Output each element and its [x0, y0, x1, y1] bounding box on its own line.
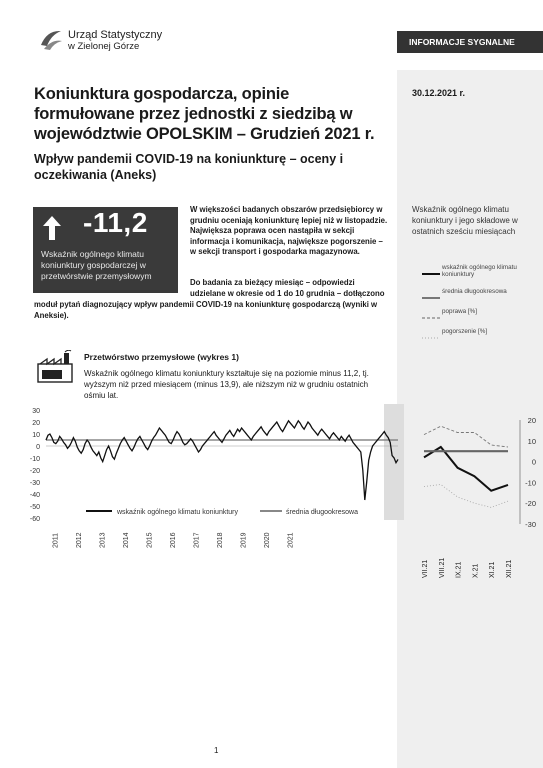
summary-paragraph-1: W większości badanych obszarów przedsiębiorcy w grudniu oceniają koniunkturę lepiej niż w listopadzie. Największa poprawa ocen nastąpiła w sekcji informacja i komunikacja, największe pogorszenie – w sekcji transport i gospodarka magazynowa. — [190, 205, 388, 257]
x-tick-label: XII.21 — [506, 559, 513, 578]
org-name-line2: w Zielonej Górze — [68, 41, 140, 52]
publication-date: 30.12.2021 r. — [412, 88, 466, 98]
summary-paragraph-3: moduł pytań diagnozujący wpływ pandemii COVID-19 na koniunkturę gospodarczą (wyniki w Aneksie). — [34, 300, 378, 320]
series-line-index — [46, 421, 398, 500]
logo — [38, 27, 64, 53]
y-tick-label: -10 — [525, 478, 536, 488]
x-tick-label: 2018 — [217, 532, 224, 548]
x-tick-label: 2016 — [170, 532, 178, 548]
y-tick-label: -30 — [525, 520, 536, 529]
legend-label-improvement: poprawa [%] — [442, 308, 478, 315]
sidebar-title: Wskaźnik ogólnego klimatu koniunktury i jego składowe w ostatnich sześciu miesiącach — [412, 205, 518, 236]
x-tick-label: 2011 — [52, 532, 60, 548]
y-tick-label: -50 — [29, 504, 40, 511]
series-line-0 — [424, 447, 508, 491]
page-number: 1 — [214, 746, 219, 755]
x-tick-label: XI.21 — [489, 561, 497, 578]
y-tick-label: 20 — [527, 416, 536, 425]
factory-icon — [36, 350, 74, 384]
x-tick-label: 2015 — [146, 532, 154, 548]
y-tick-label: 20 — [32, 420, 40, 427]
series-line-2 — [424, 426, 508, 447]
y-tick-label: -10 — [29, 456, 40, 463]
y-tick-label: 30 — [32, 408, 40, 415]
org-name-line1: Urząd Statystyczny — [68, 29, 163, 41]
highlight-band — [384, 404, 404, 520]
legend-item-improvement — [422, 308, 540, 326]
x-tick-label: 2017 — [193, 532, 201, 548]
org-name — [68, 30, 162, 52]
y-tick-label: -20 — [29, 468, 40, 475]
y-tick-label: 10 — [527, 436, 536, 446]
x-tick-label: 2021 — [287, 532, 295, 548]
y-tick-label: -40 — [29, 492, 40, 499]
kpi-box — [33, 207, 178, 293]
x-tick-label: 2012 — [76, 532, 84, 548]
y-tick-label: -60 — [29, 516, 40, 523]
legend-label-deterioration: pogorszenie [%] — [442, 328, 488, 335]
page-title: Koniunktura gospodarcza, opinie formułowane przez jednostki z siedzibą w województwie OPOLSKIM – Grudzień 2021 r. — [34, 85, 375, 143]
kpi-label: Wskaźnik ogólnego klimatu koniunktury gospodarczej w przetwórstwie przemysłowym — [41, 249, 152, 281]
kpi-value: -11,2 — [83, 207, 148, 238]
y-tick-label: -30 — [29, 480, 40, 487]
legend-item-index — [422, 264, 540, 282]
x-tick-label: VII.21 — [422, 559, 429, 578]
logo-emblem-icon — [38, 27, 64, 53]
x-tick-label: VIII.21 — [438, 557, 446, 578]
y-tick-label: 0 — [531, 457, 536, 467]
legend-item-average — [422, 288, 540, 306]
y-tick-label: 0 — [36, 444, 40, 451]
legend-label-average: średnia długookresowa — [442, 288, 507, 295]
legend-item-deterioration — [422, 328, 540, 346]
legend-label-index: wskaźnik ogólnego klimatu koniunktury — [442, 264, 517, 278]
x-tick-label: 2014 — [123, 532, 131, 548]
x-tick-label: 2013 — [99, 532, 107, 548]
header-badge: INFORMACJE SYGNALNE — [397, 31, 543, 53]
x-tick-label: X.21 — [472, 563, 480, 578]
arrow-up-icon — [41, 213, 63, 243]
summary-paragraph-2: Do badania za bieżący miesiąc – odpowiedzi udzielane w okresie od 1 do 10 grudnia – dotłączono — [190, 278, 385, 298]
y-tick-label: -20 — [525, 499, 536, 509]
page-subtitle: Wpływ pandemii COVID-19 na koniunkturę – oceny i oczekiwania (Aneks) — [34, 152, 344, 182]
legend-text-index: wskaźnik ogólnego klimatu koniunktury — [117, 509, 239, 516]
x-tick-label: 2020 — [263, 532, 271, 548]
series-line-3 — [424, 485, 508, 508]
x-tick-label: IX.21 — [455, 561, 463, 578]
x-tick-label: 2019 — [240, 532, 248, 548]
section-title: Przetwórstwo przemysłowe (wykres 1) — [84, 352, 239, 362]
legend-text-average: średnia długookresowa — [286, 509, 358, 516]
main-chart — [20, 402, 404, 552]
side-chart — [404, 410, 540, 585]
section-body: Wskaźnik ogólnego klimatu koniunktury kształtuje się na poziomie minus 11,2, tj. wyższym niż przed miesiącem (minus 13,9), ale niższym niż w grudniu ostatnich ośmiu lat. — [84, 369, 369, 400]
y-tick-label: 10 — [32, 432, 40, 439]
